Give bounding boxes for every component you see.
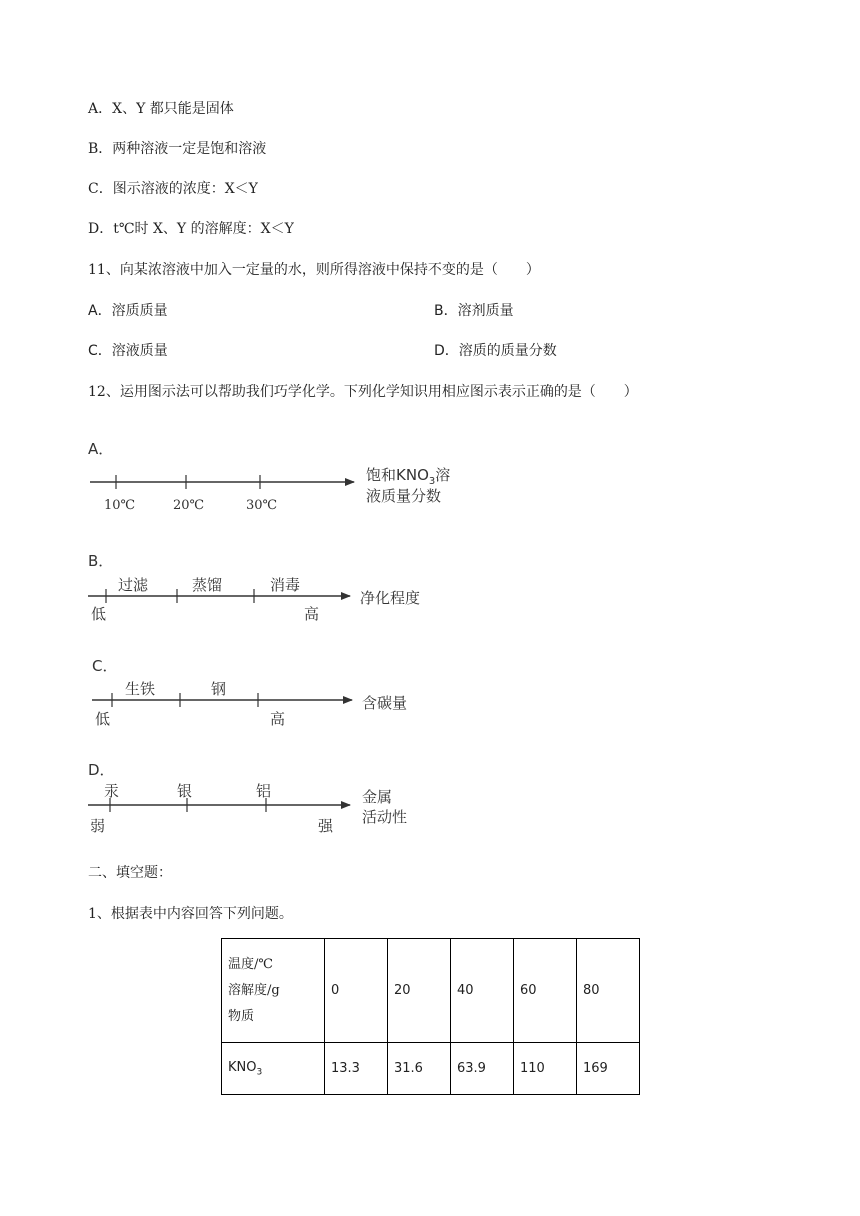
diagram-d-segment-2: 银 [177,782,193,800]
diagram-d [88,761,407,835]
diagram-b-segment-1: 过滤 [118,576,149,594]
diagram-a-tick-label-3: 30℃ [246,498,278,513]
diagram-a-arrow-label-1: 饱和$KNO_3$溶 [366,466,451,487]
q10-option-b: B．两种溶液一定是饱和溶液 [88,141,267,157]
q11-option-a: A．溶质质量 [88,303,168,319]
diagram-a-arrow-label-2: 液质量分数 [366,487,442,505]
table-temp-cell: 20 [388,939,451,1043]
diagram-d-arrow-label-2: 活动性 [362,808,408,826]
q10-option-a: A．X、Y 都只能是固体 [88,101,234,117]
q11-stem: 11、向某浓溶液中加入一定量的水，则所得溶液中保持不变的是（ ） [88,262,540,278]
header-line-solubility: 溶解度/g [228,982,280,998]
diagram-d-arrow-label-1: 金属 [362,788,393,806]
table-row [222,1043,640,1095]
diagram-b-segment-3: 消毒 [270,576,301,594]
q12-diagrams [0,430,860,840]
diagram-c-segment-1: 生铁 [125,680,156,698]
diagram-b-low: 低 [91,605,107,623]
diagram-d-label: D． [88,761,115,779]
table-corner-cell [222,939,325,1043]
diagram-c-segment-2: 钢 [211,680,227,698]
diagram-a-label: A． [88,440,114,458]
q10-option-d: D．t℃时 X、Y 的溶解度：X＜Y [88,221,294,237]
q10-option-c: C．图示溶液的浓度：X＜Y [88,181,258,197]
diagram-d-segment-3: 铝 [256,782,272,800]
diagram-b-label: B． [88,552,114,570]
diagram-d-low: 弱 [90,817,106,835]
table-value-cell: 63.9 [451,1043,514,1095]
diagram-b-arrow-label: 净化程度 [360,589,421,607]
diagram-b [88,552,420,623]
q11-option-c: C．溶液质量 [88,343,168,359]
fill-q1-stem: 1、根据表中内容回答下列问题。 [88,906,293,922]
table-temp-cell: 80 [577,939,640,1043]
diagram-a-tick-label-2: 20℃ [173,498,205,513]
table-temp-cell: 0 [325,939,388,1043]
solubility-table [221,938,640,1095]
q11-option-d: D．溶质的质量分数 [434,343,557,359]
table-temp-cell: 60 [514,939,577,1043]
diagram-a [88,440,450,513]
diagram-c-low: 低 [95,710,111,728]
q12-stem: 12、运用图示法可以帮助我们巧学化学。下列化学知识用相应图示表示正确的是（ ） [88,384,638,400]
header-line-substance: 物质 [228,1008,255,1024]
table-header-row [222,939,640,1043]
diagram-d-segment-1: 汞 [104,782,120,800]
diagram-a-tick-label-1: 10℃ [104,498,136,513]
table-value-cell: 110 [514,1043,577,1095]
section-2-heading: 二、填空题： [88,865,172,881]
diagram-d-high: 强 [318,817,334,835]
diagram-c-label: C． [92,657,118,675]
table-value-cell: 169 [577,1043,640,1095]
diagram-b-segment-2: 蒸馏 [192,576,223,594]
table-substance-cell: $KNO_3$ [222,1043,325,1095]
diagram-c [92,657,407,728]
diagram-c-arrow-label: 含碳量 [362,694,408,712]
diagram-b-high: 高 [304,605,320,623]
table-value-cell: 13.3 [325,1043,388,1095]
table-value-cell: 31.6 [388,1043,451,1095]
table-temp-cell: 40 [451,939,514,1043]
diagram-c-high: 高 [270,710,286,728]
header-line-temp: 温度/℃ [228,956,273,972]
q11-option-b: B．溶剂质量 [434,303,514,319]
